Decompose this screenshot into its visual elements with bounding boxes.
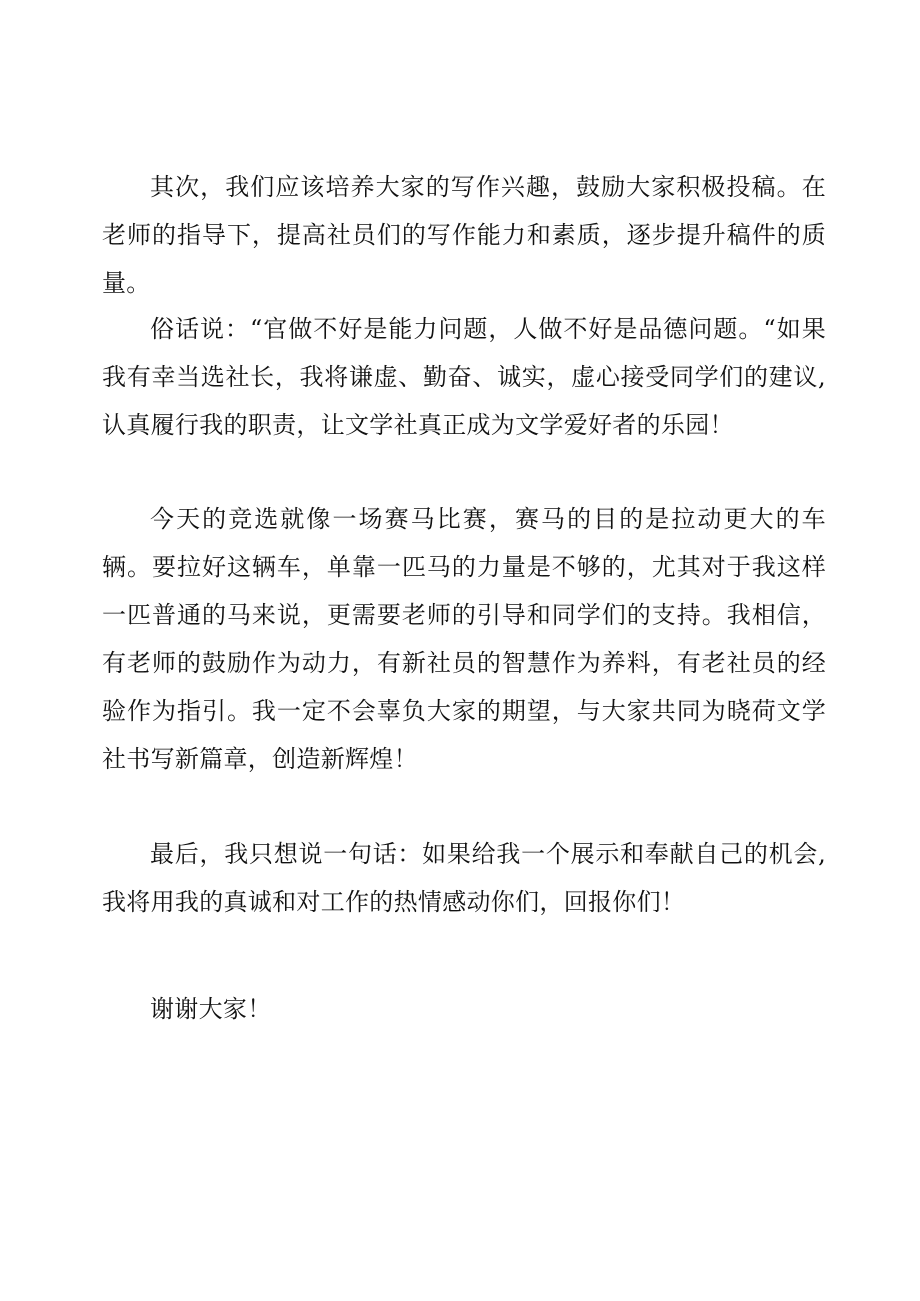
paragraph-thanks: 谢谢大家！ [150,995,272,1023]
paragraph-horse-race-metaphor: 今天的竞选就像一场赛马比赛，赛马的目的是拉动更大的车辆。要拉好这辆车，单靠一匹马的力量是不够的，尤其对于我这样一匹普通的马来说，更需要老师的引导和同学们的支持。我相信，有老师的鼓励作为动力，有新社员的智慧作为养料，有老社员的经验作为指引。我一定不会辜负大家的期望，与大家共同为晓荷文学社书写新篇章，创造新辉煌！ [102,505,826,773]
paragraph-closing-statement: 最后，我只想说一句话：如果给我一个展示和奉献自己的机会,我将用我的真诚和对工作的热情感动你们，回报你们！ [102,840,826,916]
paragraph-cultivate-interest: 其次，我们应该培养大家的写作兴趣，鼓励大家积极投稿。在老师的指导下，提高社员们的写作能力和素质，逐步提升稿件的质量。 [102,173,826,297]
paragraph-proverb-pledge: 俗话说：“官做不好是能力问题，人做不好是品德问题。“如果我有幸当选社长，我将谦虚、勤奋、诚实，虚心接受同学们的建议,认真履行我的职责，让文学社真正成为文学爱好者的乐园！ [102,315,826,439]
